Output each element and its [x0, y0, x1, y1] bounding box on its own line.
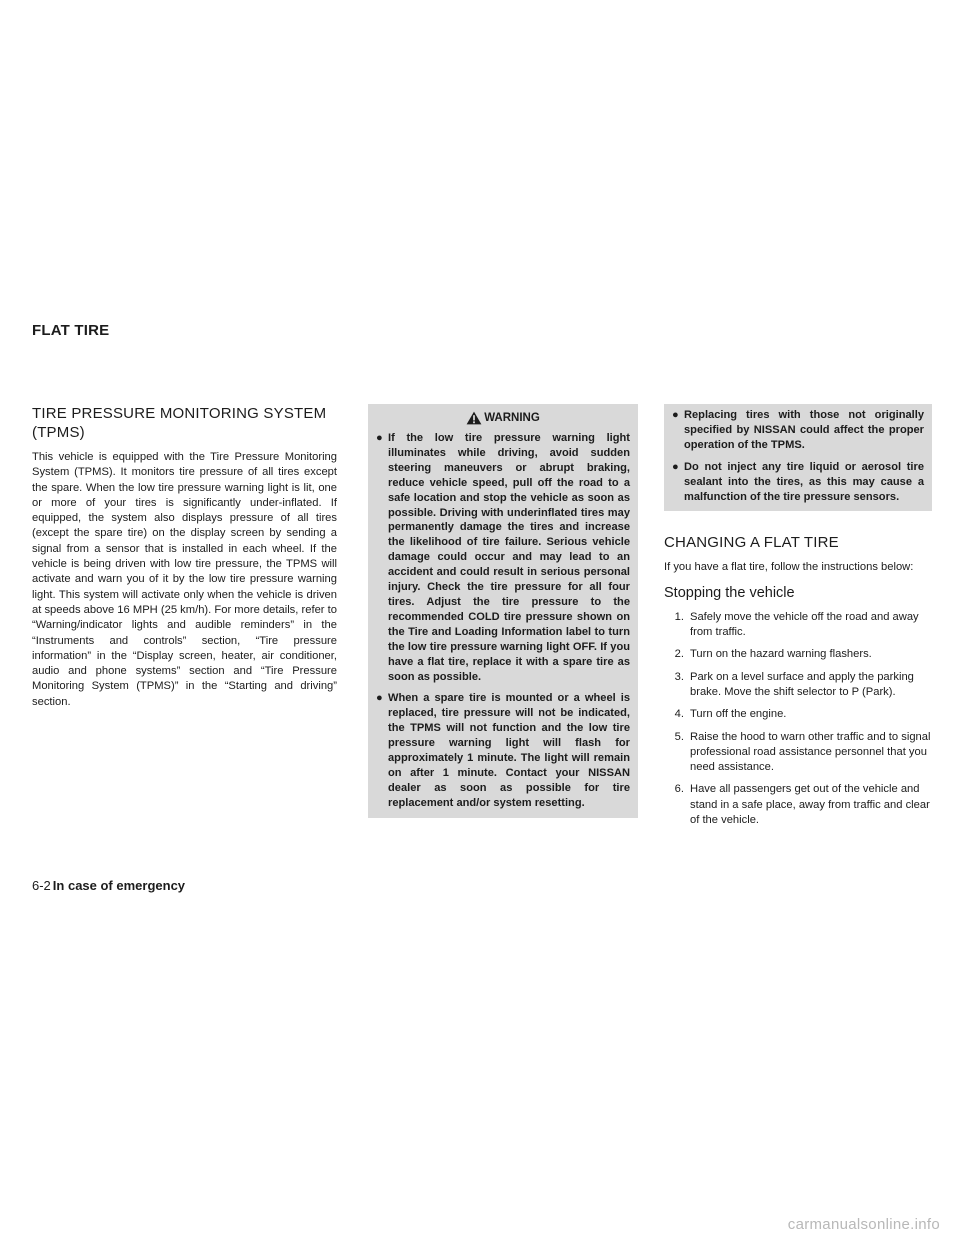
bullet: ●	[376, 432, 383, 444]
list-item	[664, 707, 932, 722]
warning-item-text: Replacing tires with those not originally specified by NISSAN could affect the proper operation of the TPMS.	[684, 409, 924, 451]
changing-heading: CHANGING A FLAT TIRE	[664, 534, 839, 552]
step-text: Raise the hood to warn other traffic and to signal professional road assistance personnel that you need assistance.	[690, 730, 931, 774]
column-tpms	[32, 404, 337, 710]
list-item	[664, 730, 932, 776]
warning-label: WARNING	[484, 412, 540, 424]
warning-item-text: Do not inject any tire liquid or aerosol tire sealant into the tires, as this may cause a malfunction of the tire pressure sensors.	[684, 460, 924, 503]
step-number: 4.	[674, 708, 684, 721]
warning-box-continued	[664, 404, 932, 511]
warning-item-text: If the low tire pressure warning light illuminates while driving, avoid sudden steering maneuvers or abrupt braking, reduce vehicle speed, pull off the road to a safe location and stop the vehicle as soon as possible. Driving with underinflated tires may permanently damage the tires and increase the likelihood of tire failure. Serious vehicle damage could occur and may lead to an accident and could result in serious personal injury. Check the tire pressure for all four tires. Adjust the tire pressure to the recommended COLD tire pressure shown on the Tire and Loading Information label to turn the low tire pressure warning light OFF. If you have a flat tire, replace it with a spare tire as soon as possible.	[388, 432, 630, 683]
warning-box	[368, 404, 638, 818]
step-text: Turn on the hazard warning flashers.	[690, 648, 872, 661]
warning-item	[672, 408, 924, 453]
step-number: 1.	[674, 610, 684, 623]
step-text: Turn off the engine.	[690, 708, 787, 721]
tpms-heading: TIRE PRESSURE MONITORING SYSTEM (TPMS)	[32, 405, 327, 441]
warning-item-text: When a spare tire is mounted or a wheel is replaced, tire pressure will not be indicated, the TPMS will not function and the low tire pressure warning light will flash for approximately 1 minute. The light will remain on after 1 minute. Contact your NISSAN dealer as soon as possible for tire replacement and/or system resetting.	[388, 692, 630, 809]
page-footer	[32, 878, 185, 893]
step-number: 5.	[674, 730, 684, 743]
warning-item	[376, 431, 630, 684]
section-title: FLAT TIRE	[32, 322, 110, 339]
page-number: 6-2	[32, 878, 51, 893]
step-text: Have all passengers get out of the vehicle and stand in a safe place, away from traffic and clear of the vehicle.	[690, 783, 930, 826]
warning-triangle-icon	[466, 411, 482, 425]
list-item	[664, 647, 932, 662]
step-text: Safely move the vehicle off the road and away from traffic.	[690, 610, 919, 639]
step-number: 6.	[674, 783, 684, 796]
warning-header	[376, 408, 630, 431]
tpms-body: This vehicle is equipped with the Tire Pressure Monitoring System (TPMS). It monitors tire pressure of all tires except the spare. When the low tire pressure warning light is lit, one or more of your tires is significantly under-inflated. If equipped, the system also displays pressure of all tires (except the spare tire) on the display screen by sending a signal from a sensor that is installed in each wheel. If the vehicle is being driven with low tire pressure, the TPMS will activate and warn you of it by the low tire pressure warning light. This system will activate only when the vehicle is driven at speeds above 16 MPH (25 km/h). For more details, refer to “Warning/indicator lights and audible reminders” in the “Instruments and controls” section, “Tire pressure information” in the “Display screen, heater, air conditioner, audio and phone systems” section and “Tire Pressure Monitoring System (TPMS)” in the “Starting and driving” section.	[32, 451, 337, 708]
bullet: ●	[376, 692, 383, 705]
footer-section-title: In case of emergency	[52, 878, 186, 893]
stopping-subheading: Stopping the vehicle	[664, 584, 795, 601]
column-changing	[664, 404, 932, 835]
step-number: 3.	[674, 670, 684, 683]
list-item	[664, 670, 932, 701]
bullet: ●	[672, 460, 679, 473]
column-warning	[368, 404, 638, 818]
warning-item	[376, 691, 630, 810]
list-item	[664, 610, 932, 641]
warning-item	[672, 460, 924, 505]
changing-intro: If you have a flat tire, follow the instructions below:	[664, 561, 914, 574]
steps-list	[664, 610, 932, 829]
watermark: carmanualsonline.info	[787, 1216, 940, 1233]
bullet: ●	[672, 409, 679, 421]
list-item	[664, 782, 932, 828]
step-number: 2.	[674, 648, 684, 661]
step-text: Park on a level surface and apply the parking brake. Move the shift selector to P (Park).	[690, 670, 914, 698]
